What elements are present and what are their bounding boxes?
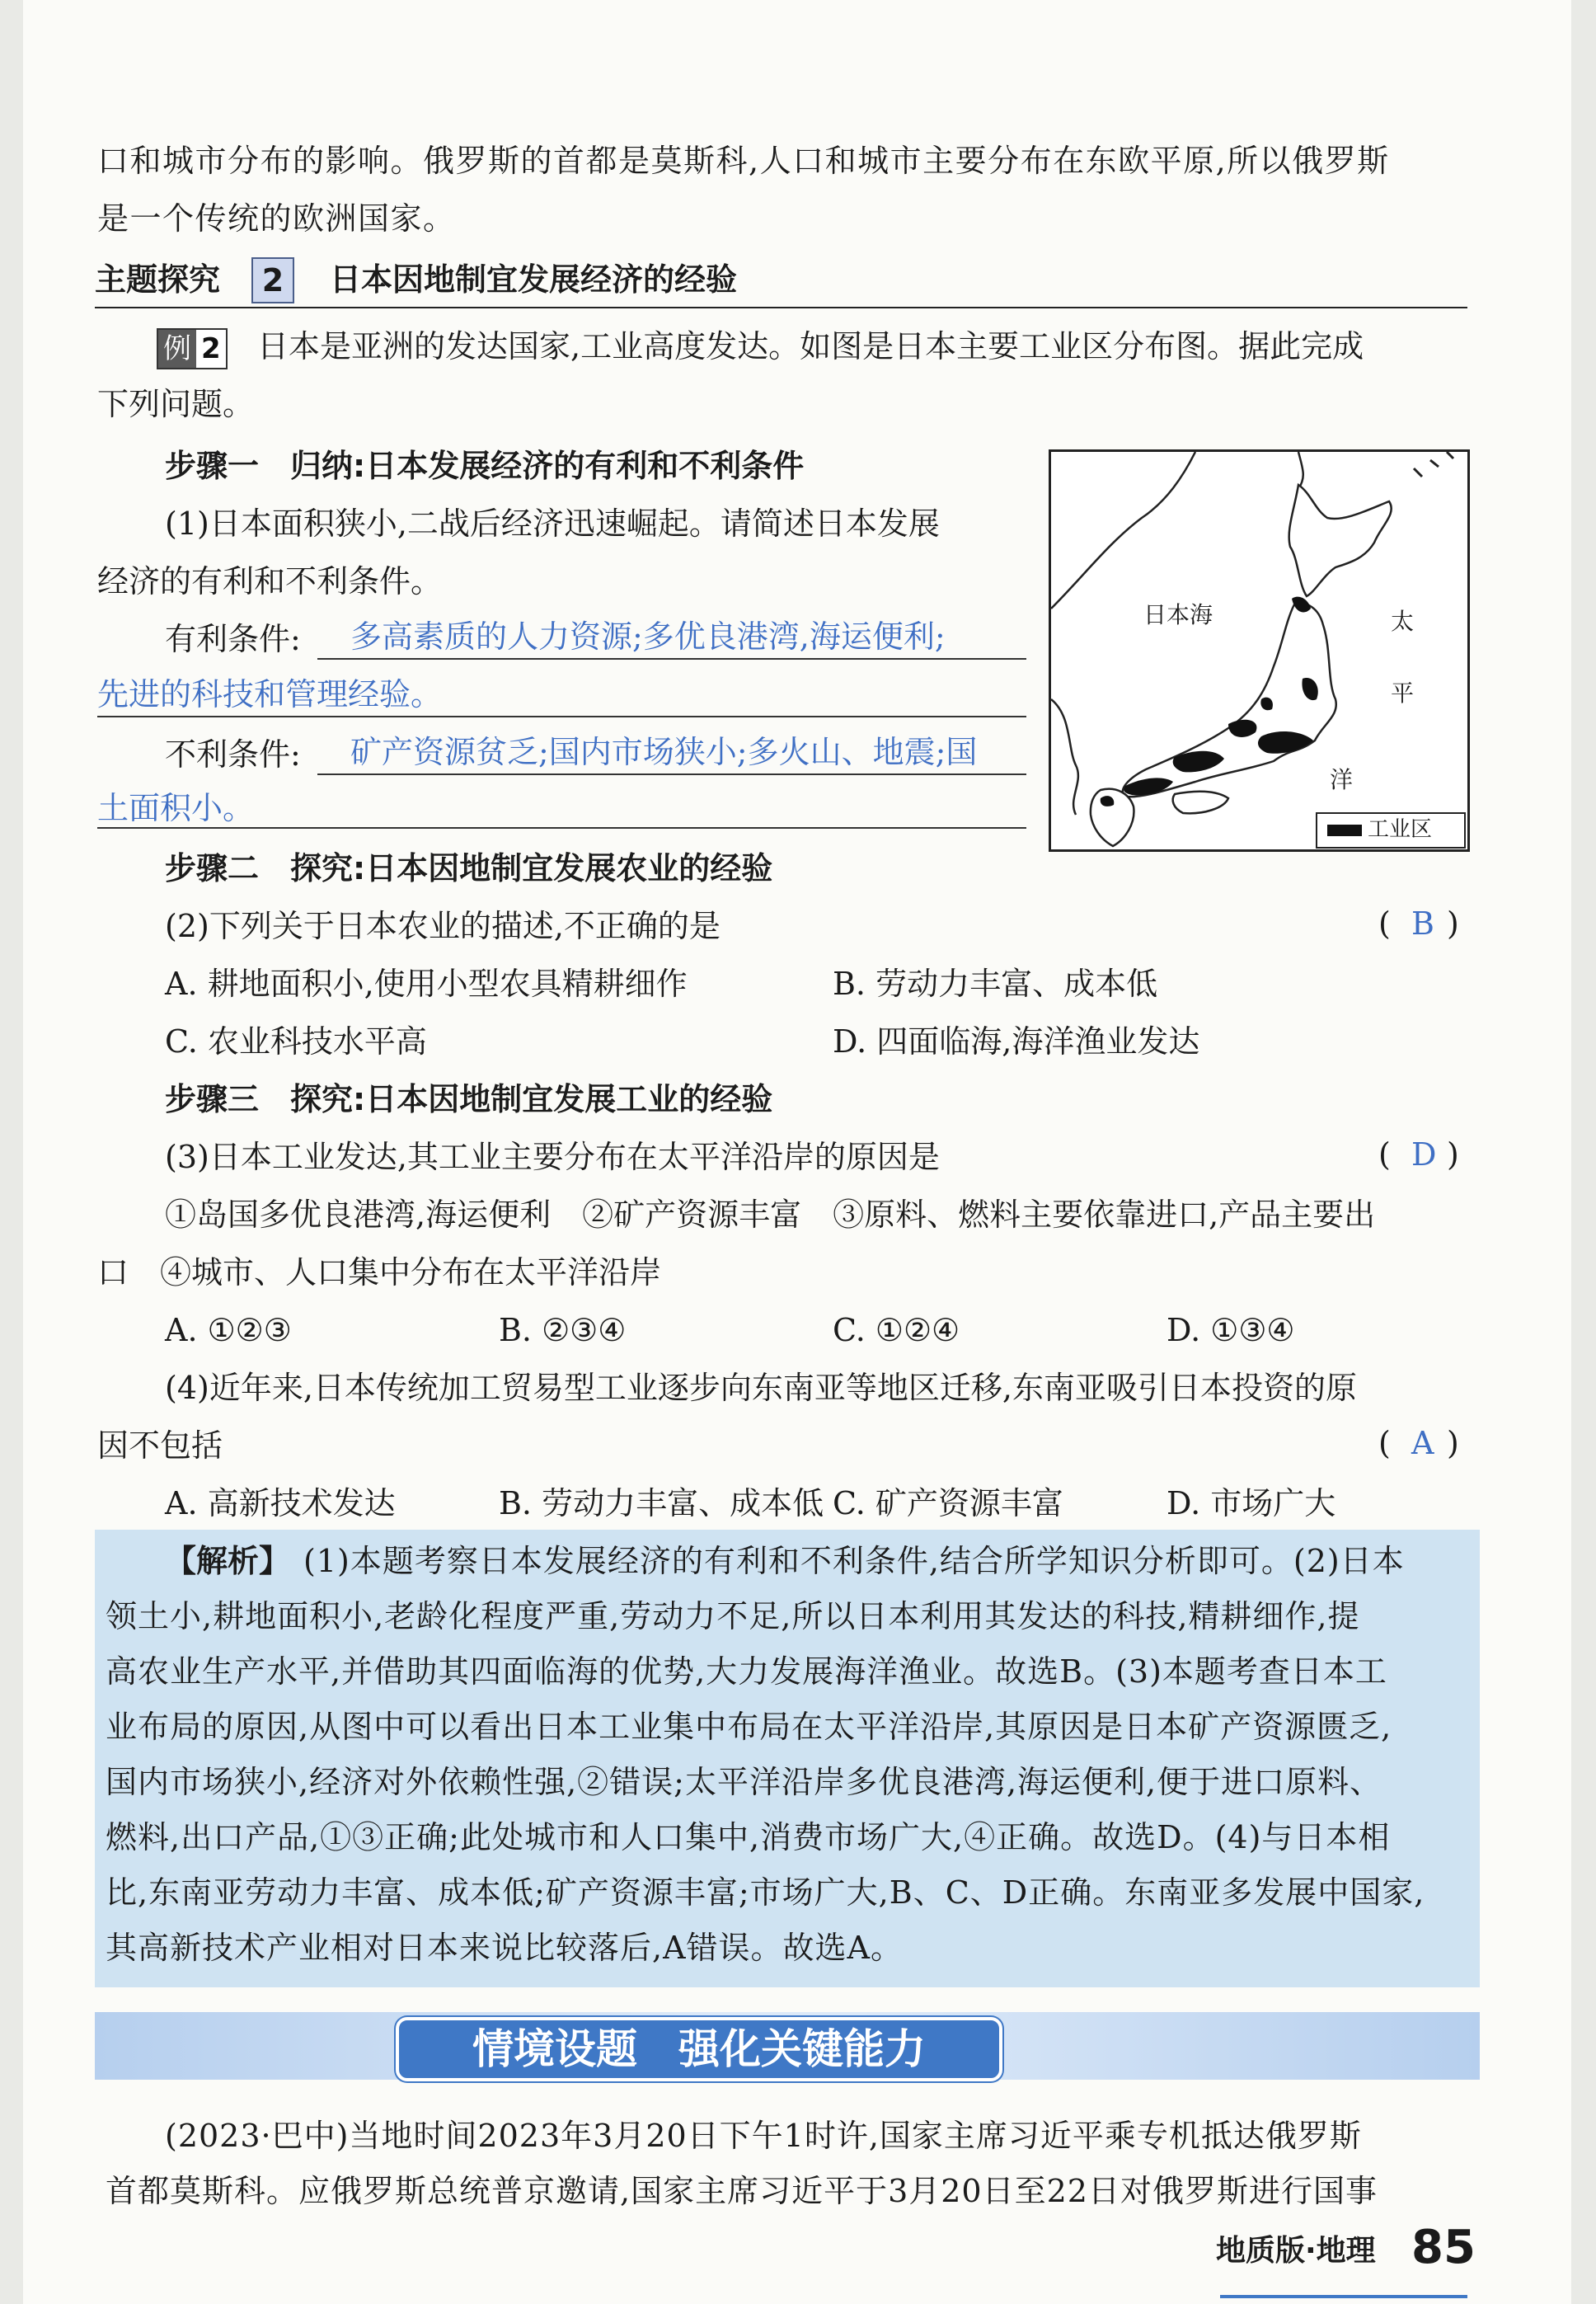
- intro-line-1: 口和城市分布的影响。俄罗斯的首都是莫斯科,人口和城市主要分布在东欧平原,所以俄罗斯: [97, 143, 1390, 179]
- q4-option-c: C. 矿产资源丰富: [833, 1485, 1063, 1521]
- unfavorable-answer-line-1: 矿产资源贫乏;国内市场狭小;多火山、地震;国: [350, 734, 978, 770]
- q2-answer: B: [1411, 905, 1434, 942]
- q2-option-d: D. 四面临海,海洋渔业发达: [833, 1023, 1200, 1060]
- intro-line-2: 是一个传统的欧洲国家。: [97, 200, 456, 237]
- q4-line-2: 因不包括: [97, 1427, 223, 1464]
- theme-title: 日本因地制宜发展经济的经验: [330, 261, 738, 298]
- section-banner-title: 情境设题 强化关键能力: [396, 2017, 1002, 2081]
- japan-industrial-map: [1049, 449, 1470, 852]
- q3-bracket-close: ): [1447, 1136, 1459, 1173]
- favorable-answer-line-1: 多高素质的人力资源;多优良港湾,海运便利;: [350, 618, 946, 655]
- analysis-label: 【解析】: [165, 1543, 291, 1579]
- footer-underline: [1220, 2295, 1467, 2298]
- scenario-line-1: (2023·巴中)当地时间2023年3月20日下午1时许,国家主席习近平乘专机抵达俄罗斯: [165, 2118, 1362, 2154]
- favorable-answer-line-2: 先进的科技和管理经验。: [97, 676, 443, 712]
- q2-bracket-open: (: [1378, 905, 1391, 942]
- theme-number: 2: [251, 257, 294, 303]
- analysis-line-8: 其高新技术产业相对日本来说比较落后,A错误。故选A。: [106, 1930, 903, 1966]
- unfavorable-answer-line-2: 土面积小。: [97, 790, 255, 826]
- q4-option-d: D. 市场广大: [1166, 1485, 1336, 1521]
- scenario-line-2: 首都莫斯科。应俄罗斯总统普京邀请,国家主席习近平于3月20日至22日对俄罗斯进行国事: [106, 2173, 1378, 2209]
- q1-line-1: (1)日本面积狭小,二战后经济迅速崛起。请简述日本发展: [165, 505, 940, 542]
- map-ocean-char-2: 平: [1391, 679, 1415, 707]
- step2-title: 步骤二 探究:日本因地制宜发展农业的经验: [165, 850, 773, 886]
- q4-answer: A: [1411, 1425, 1434, 1461]
- q4-bracket-close: ): [1447, 1425, 1459, 1461]
- q2-option-b: B. 劳动力丰富、成本低: [833, 966, 1158, 1002]
- map-legend-label: 工业区: [1368, 817, 1433, 842]
- theme-header: [95, 256, 1467, 308]
- favorable-label: 有利条件:: [165, 621, 301, 657]
- q2-option-a: A. 耕地面积小,使用小型农具精耕细作: [165, 966, 688, 1002]
- map-ocean-char-3: 洋: [1330, 766, 1354, 793]
- q3-text: (3)日本工业发达,其工业主要分布在太平洋沿岸的原因是: [165, 1139, 940, 1175]
- q3-option-b: B. ②③④: [499, 1312, 627, 1348]
- step1-title: 步骤一 归纳:日本发展经济的有利和不利条件: [165, 448, 805, 484]
- map-drawing: [1051, 452, 1467, 849]
- q3-items-line-2: 口 ④城市、人口集中分布在太平洋沿岸: [97, 1254, 662, 1291]
- page-number: 85: [1411, 2221, 1476, 2274]
- analysis-line-5: 国内市场狭小,经济对外依赖性强,②错误;太平洋沿岸多优良港湾,海运便利,便于进口原料、: [106, 1764, 1382, 1800]
- footer-edition: 地质版·地理: [1216, 2234, 1376, 2268]
- example-stem-line-2: 下列问题。: [97, 386, 255, 422]
- map-ocean-char-1: 太: [1391, 608, 1415, 635]
- example-stem-line-1: 日本是亚洲的发达国家,工业高度发达。如图是日本主要工业区分布图。据此完成: [257, 328, 1364, 364]
- example-tag: [157, 328, 228, 369]
- unfavorable-label: 不利条件:: [165, 736, 301, 773]
- q3-option-d: D. ①③④: [1166, 1312, 1295, 1348]
- q2-option-c: C. 农业科技水平高: [165, 1023, 427, 1060]
- step3-title: 步骤三 探究:日本因地制宜发展工业的经验: [165, 1081, 773, 1117]
- analysis-line-4: 业布局的原因,从图中可以看出日本工业集中布局在太平洋沿岸,其原因是日本矿产资源匮乏,: [106, 1709, 1392, 1745]
- q1-line-2: 经济的有利和不利条件。: [97, 563, 443, 600]
- analysis-line-1: (1)本题考察日本发展经济的有利和不利条件,结合所学知识分析即可。(2)日本: [303, 1543, 1405, 1579]
- example-tag-num: 2: [196, 330, 226, 368]
- q2-text: (2)下列关于日本农业的描述,不正确的是: [165, 908, 721, 944]
- q3-answer: D: [1411, 1136, 1437, 1173]
- theme-label: 主题探究: [95, 261, 221, 298]
- q4-line-1: (4)近年来,日本传统加工贸易型工业逐步向东南亚等地区迁移,东南亚吸引日本投资的原: [165, 1370, 1357, 1406]
- analysis-line-7: 比,东南亚劳动力丰富、成本低;矿产资源丰富;市场广大,B、C、D正确。东南亚多发展中国家,: [106, 1874, 1425, 1911]
- q4-option-b: B. 劳动力丰富、成本低: [499, 1485, 824, 1521]
- q3-option-c: C. ①②④: [833, 1312, 960, 1348]
- q3-items-line-1: ①岛国多优良港湾,海运便利 ②矿产资源丰富 ③原料、燃料主要依靠进口,产品主要出: [165, 1197, 1376, 1233]
- q2-bracket-close: ): [1447, 905, 1459, 942]
- map-sea-label: 日本海: [1143, 601, 1213, 628]
- q4-option-a: A. 高新技术发达: [165, 1485, 396, 1521]
- q3-option-a: A. ①②③: [165, 1312, 292, 1348]
- q3-bracket-open: (: [1378, 1136, 1391, 1173]
- analysis-line-2: 领土小,耕地面积小,老龄化程度严重,劳动力不足,所以日本利用其发达的科技,精耕细作,提: [106, 1598, 1360, 1634]
- analysis-line-6: 燃料,出口产品,①③正确;此处城市和人口集中,消费市场广大,④正确。故选D。(4)与日本相: [106, 1819, 1391, 1855]
- analysis-line-3: 高农业生产水平,并借助其四面临海的优势,大力发展海洋渔业。故选B。(3)本题考查日本工: [106, 1653, 1387, 1690]
- example-tag-char: 例: [158, 330, 196, 368]
- q4-bracket-open: (: [1378, 1425, 1391, 1461]
